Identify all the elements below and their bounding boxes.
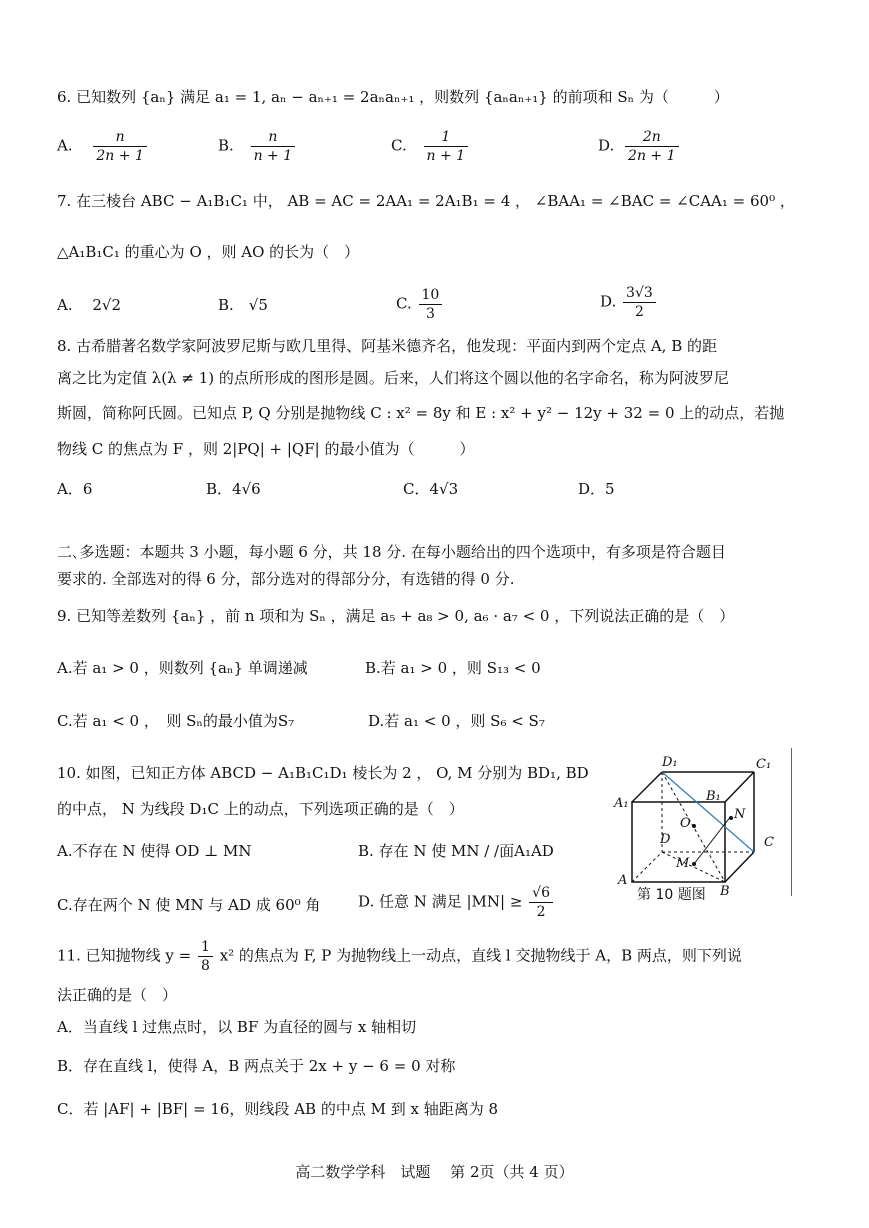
figure-caption: 第 10 题图: [637, 887, 706, 903]
q6-c-label: C.: [391, 136, 407, 155]
q6-option-c: [391, 128, 470, 165]
q7-option-d: [600, 284, 658, 321]
q11-option-a: A．当直线 l 过焦点时，以 BF 为直径的圆与 x 轴相切: [57, 1018, 417, 1036]
point-m: [692, 862, 696, 866]
figure-divider: [791, 748, 792, 896]
label-a: A: [618, 873, 628, 888]
q8-line-4: 物线 C 的焦点为 F ，则 2|PQ| + |QF| 的最小值为（ ）: [57, 440, 475, 458]
q10-option-b: B. 存在 N 使 MN / /面A₁AD: [358, 842, 554, 860]
q10-line-1: 10. 如图，已知正方体 ABCD − A₁B₁C₁D₁ 棱长为 2 ， O, M 分别为 BD₁, BD: [57, 764, 589, 782]
q10-option-c: C.存在两个 N 使 MN 与 AD 成 60⁰ 角: [57, 896, 321, 914]
q7-d-label: D.: [600, 292, 617, 311]
label-c1: C₁: [756, 757, 772, 772]
label-d1: D₁: [662, 755, 678, 770]
q6-d-label: D.: [598, 136, 615, 155]
edge-a1d1: [632, 772, 662, 802]
q8-line-2: 离之比为定值 λ(λ ≠ 1) 的点所形成的图形是圆。后来，人们将这个圆以他的名字命名，称为阿波罗尼: [57, 369, 729, 387]
q11-stem: [57, 938, 742, 975]
q10-line-2: 的中点， N 为线段 D₁C 上的动点，下列选项正确的是（ ）: [57, 800, 464, 818]
cube-figure: [596, 744, 796, 906]
q7-option-b: B. √5: [218, 296, 268, 314]
q8-option-b: B．4√6: [206, 480, 261, 498]
section2-line-1: 二､多选题：本题共 3 小题，每小题 6 分，共 18 分. 在每小题给出的四个选项中，有多项是符合题目: [57, 543, 726, 561]
q10-d-fraction: $\frac{√6}{2}$: [529, 884, 553, 921]
page-footer: 高二数学学科 试题 第 2页（共 4 页）: [295, 1163, 574, 1181]
q11-option-b: B．存在直线 l，使得 A，B 两点关于 2x + y − 6 = 0 对称: [57, 1057, 456, 1075]
q8-line-1: 8. 古希腊著名数学家阿波罗尼斯与欧几里得、阿基米德齐名，他发现：平面内到两个定点 A, B 的距: [57, 337, 718, 355]
edge-bc: [725, 852, 754, 882]
q6-stem: 6. 已知数列 {aₙ} 满足 a₁ = 1, aₙ − aₙ₊₁ = 2aₙaₙ₊₁ ，则数列 {aₙaₙ₊₁} 的前项和 Sₙ 为（ ）: [57, 88, 729, 106]
label-o: O: [680, 816, 691, 831]
label-n: N: [734, 807, 746, 822]
q6-b-label: B.: [218, 136, 234, 155]
q10-option-a: A.不存在 N 使得 OD ⊥ MN: [57, 842, 252, 860]
q6-a-fraction: $\frac{n}{2n + 1}$: [93, 128, 146, 165]
label-a1: A₁: [614, 796, 629, 811]
q6-d-fraction: $\frac{2n}{2n + 1}$: [625, 128, 678, 165]
q9-option-a: A.若 a₁ > 0 ，则数列 {aₙ} 单调递减: [57, 659, 308, 677]
q6-option-a: [57, 128, 149, 165]
q8-option-c: C．4√3: [403, 480, 459, 498]
q9-option-d: D.若 a₁ < 0 ，则 S₆ < S₇: [368, 712, 545, 730]
q7-c-fraction: $\frac{10}{3}$: [419, 286, 443, 323]
label-d: D: [660, 832, 671, 847]
label-c: C: [764, 835, 774, 850]
q11-line-2: 法正确的是（ ）: [57, 986, 178, 1004]
q11-pre: 11. 已知抛物线 y =: [57, 946, 192, 965]
q8-option-d: D．5: [578, 480, 615, 498]
q10-d-text: D. 任意 N 满足 |MN| ≥: [358, 892, 523, 911]
q10-option-d: [358, 884, 555, 921]
q7-option-a: A. 2√2: [57, 296, 122, 314]
label-b1: B₁: [706, 789, 721, 804]
label-m: M: [676, 856, 690, 871]
q7-d-fraction: $\frac{3√3}{2}$: [623, 284, 656, 321]
q6-a-label: A.: [57, 136, 73, 155]
q7-stem-2: △A₁B₁C₁ 的重心为 O ，则 AO 的长为（ ）: [57, 243, 360, 261]
q9-stem: 9. 已知等差数列 {aₙ} ，前 n 项和为 Sₙ ，满足 a₅ + a₈ > 0, a₆ · a₇ < 0 ，下列说法正确的是（ ）: [57, 607, 735, 625]
q6-option-b: [218, 128, 297, 165]
q6-c-fraction: $\frac{1}{n + 1}$: [424, 128, 469, 165]
q11-option-c: C．若 |AF| + |BF| = 16，则线段 AB 的中点 M 到 x 轴距离为 8: [57, 1100, 499, 1118]
label-b: B: [720, 884, 730, 899]
q11-fraction: $\frac{1}{8}$: [198, 938, 213, 975]
point-n: [729, 816, 733, 820]
edge-ad-hidden: [632, 852, 662, 882]
point-o: [692, 824, 696, 828]
q8-line-3: 斯圆，简称阿氏圆。已知点 P, Q 分别是抛物线 C : x² = 8y 和 E : x² + y² − 12y + 32 = 0 上的动点，若抛: [57, 404, 785, 422]
q8-option-a: A．6: [57, 480, 93, 498]
q9-option-c: C.若 a₁ < 0 ， 则 Sₙ的最小值为S₇: [57, 712, 295, 730]
q11-post: x² 的焦点为 F, P 为抛物线上一动点，直线 l 交抛物线于 A，B 两点，则下列说: [219, 946, 742, 965]
q7-stem: 7. 在三棱台 ABC − A₁B₁C₁ 中， AB = AC = 2AA₁ = 2A₁B₁ = 4 ， ∠BAA₁ = ∠BAC = ∠CAA₁ = 60⁰ ，: [57, 192, 795, 210]
q9-option-b: B.若 a₁ > 0 ，则 S₁₃ < 0: [365, 659, 541, 677]
q6-option-d: [598, 128, 681, 165]
section2-line-2: 要求的. 全部选对的得 6 分，部分选对的得部分分，有选错的得 0 分.: [57, 570, 515, 588]
q6-b-fraction: $\frac{n}{n + 1}$: [251, 128, 296, 165]
q7-option-c: [396, 286, 444, 323]
q7-c-label: C.: [396, 294, 412, 313]
diag-db-hidden: [662, 852, 725, 882]
edge-b1c1: [725, 772, 754, 802]
